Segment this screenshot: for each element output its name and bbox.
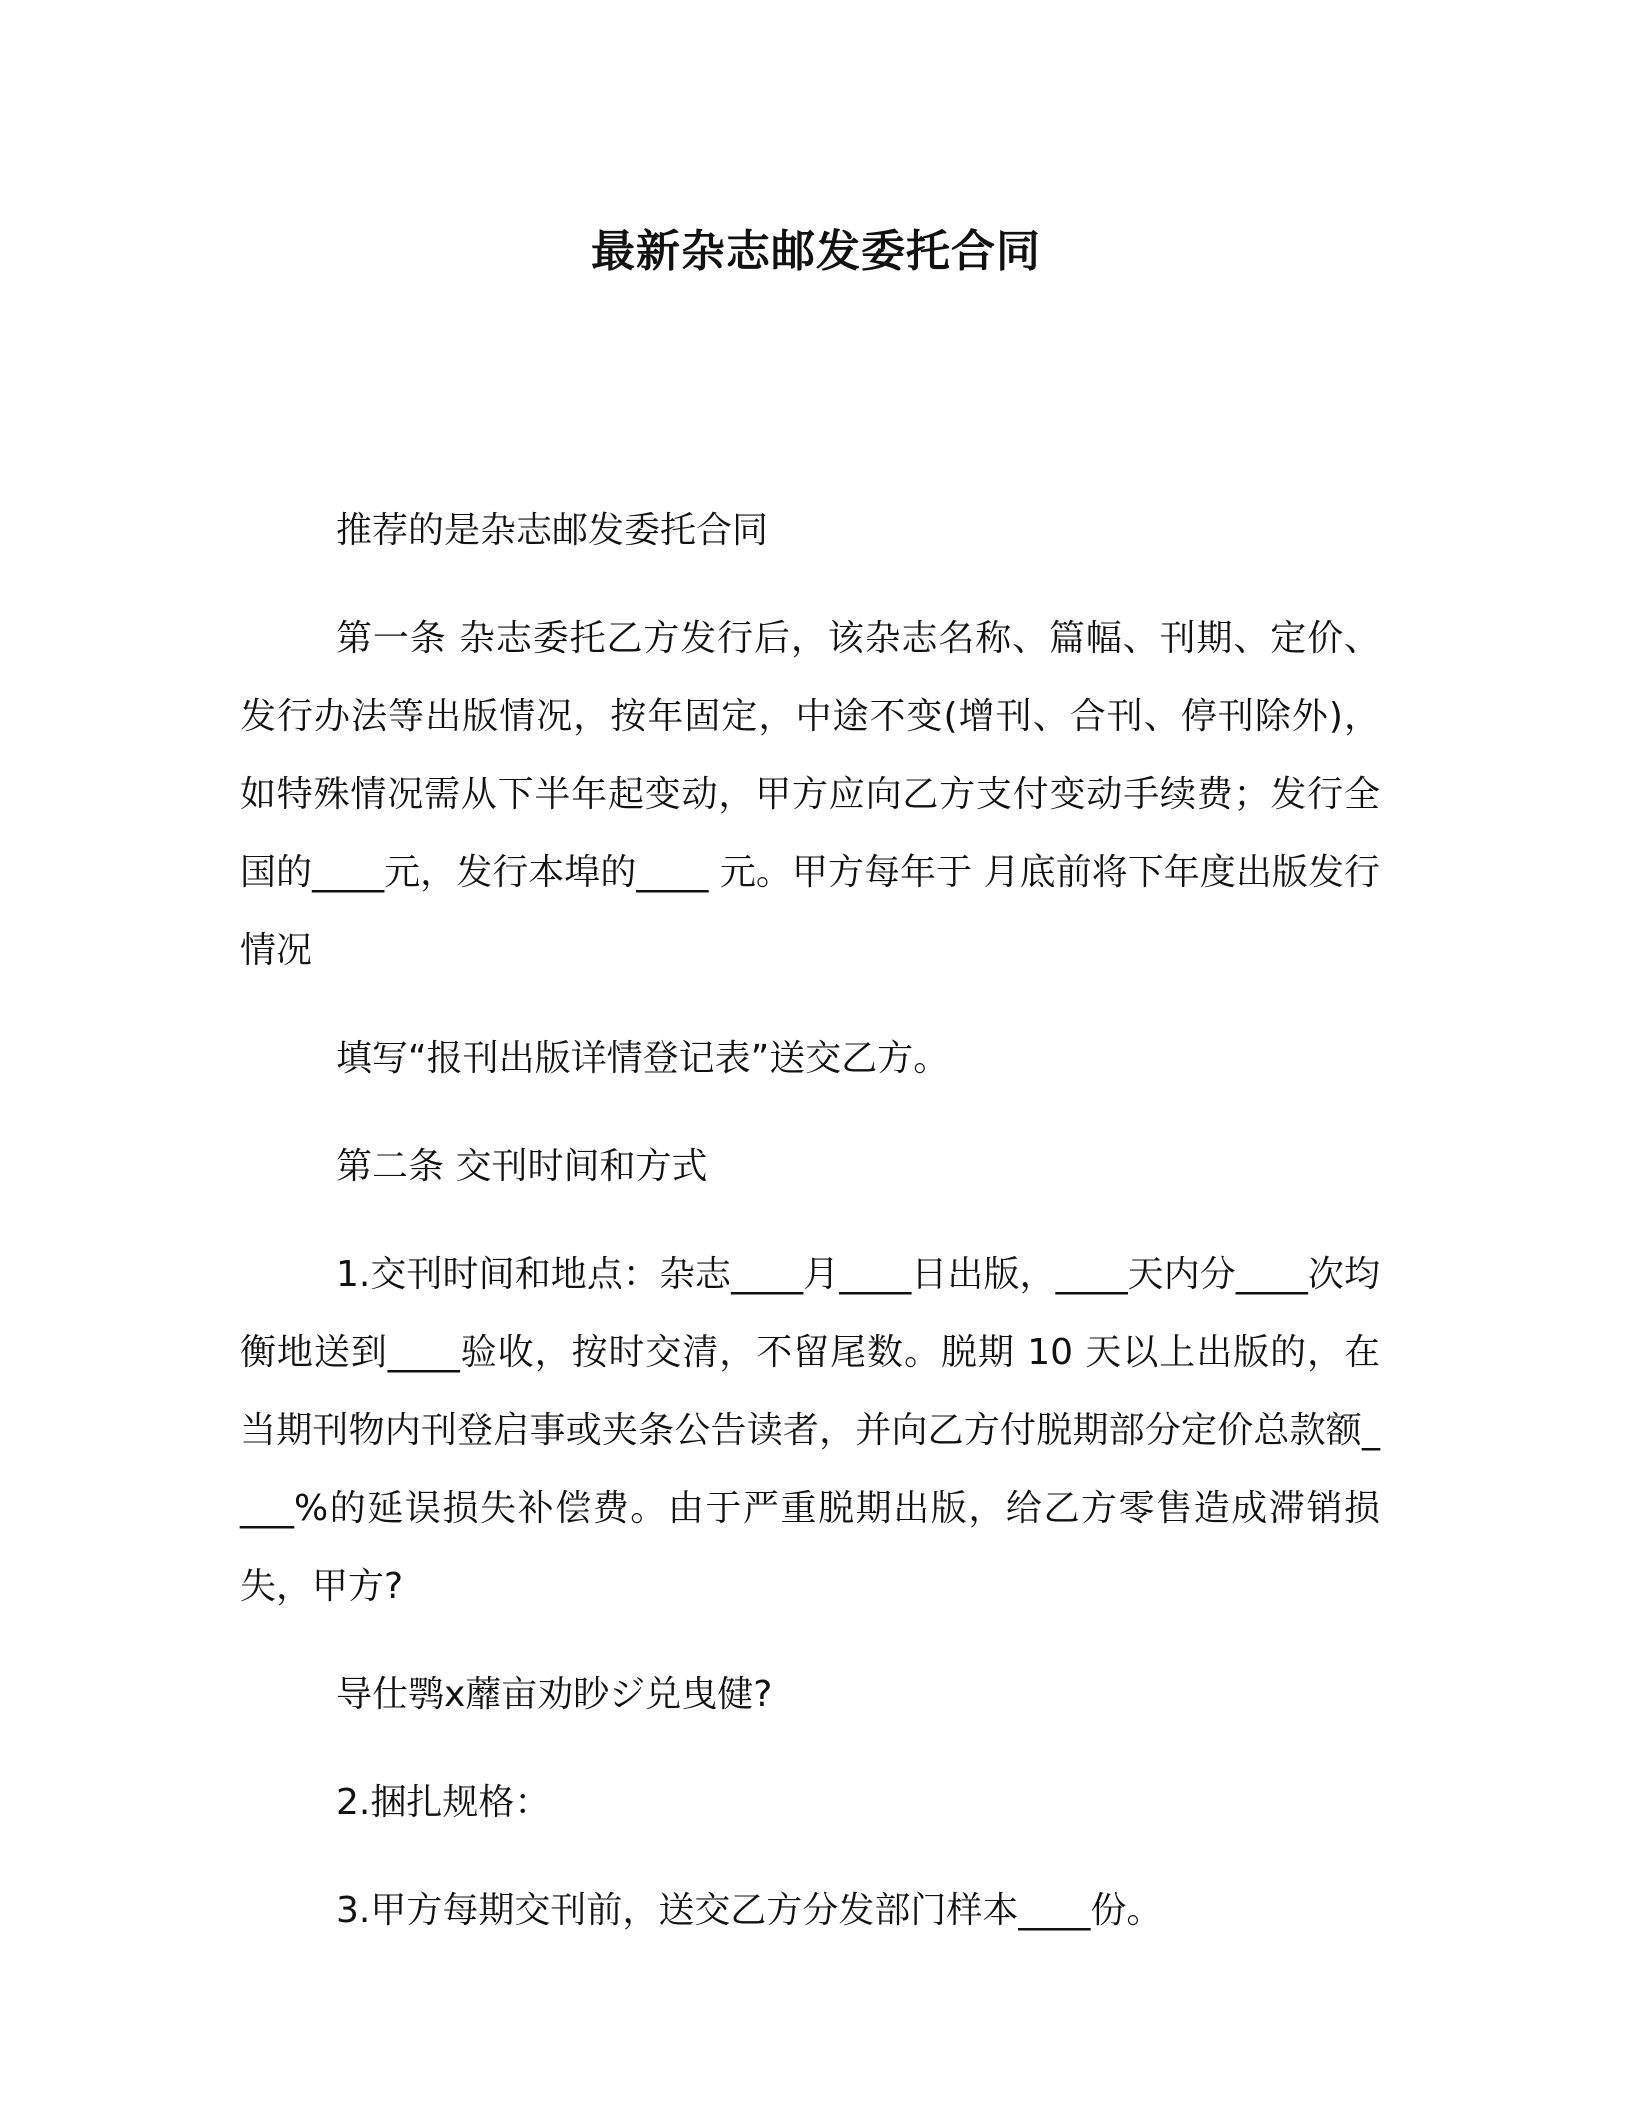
paragraph-delivery-time: 1.交刊时间和地点：杂志____月____日出版，____天内分____次均衡地送到____验收，按时交清，不留尾数。脱期 10 天以上出版的，在当期刊物内刊登启事或夹条公告读者，并向乙方付脱期部分定价总款额____%的延误损失补偿费。由于严重脱期出版，给乙方零售造成滞销损失，甲方? <box>240 1254 1380 1607</box>
paragraph-intro: 推荐的是杂志邮发委托合同 <box>336 510 769 551</box>
document-title: 最新杂志邮发委托合同 <box>591 226 1041 277</box>
paragraph-garbled-text: 导仕鹗x蘼亩劝眇ジ兑曳健? <box>336 1674 773 1715</box>
paragraph-article-2-heading: 第二条 交刊时间和方式 <box>336 1146 708 1187</box>
paragraph-article-1: 第一条 杂志委托乙方发行后，该杂志名称、篇幅、刊期、定价、发行办法等出版情况，按年固定，中途不变(增刊、合刊、停刊除外)，如特殊情况需从下半年起变动，甲方应向乙方支付变动手续费；发行全国的____元，发行本埠的____ 元。甲方每年于 月底前将下年度出版发行情况 <box>240 618 1380 971</box>
paragraph-bundling-spec: 2.捆扎规格： <box>336 1782 551 1823</box>
paragraph-sample-copies: 3.甲方每期交刊前，送交乙方分发部门样本____份。 <box>336 1890 1163 1931</box>
paragraph-registration: 填写“报刊出版详情登记表”送交乙方。 <box>336 1038 950 1079</box>
document-body <box>240 492 1380 1980</box>
